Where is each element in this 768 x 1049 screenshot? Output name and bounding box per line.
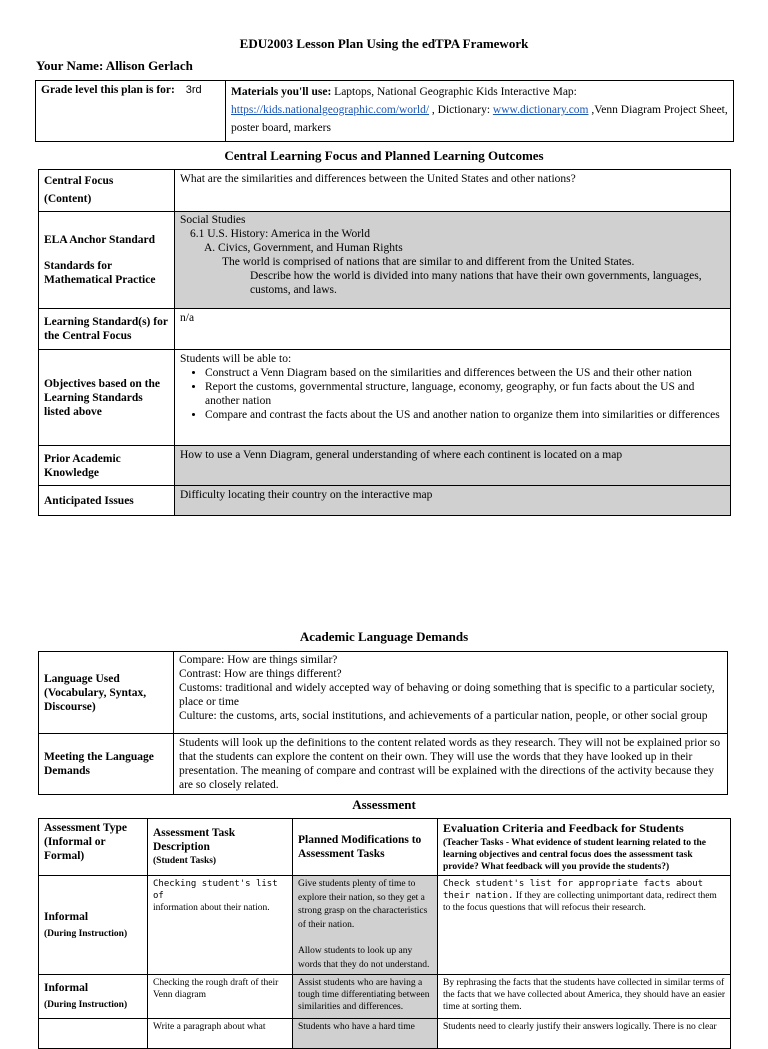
grade-value: 3rd (185, 84, 202, 96)
natgeo-link[interactable]: https://kids.nationalgeographic.com/world/ (231, 104, 430, 116)
materials-cell (226, 81, 734, 142)
learning-standards-label: Learning Standard(s) for the Central Focus (39, 309, 175, 350)
row2-mods: Assist students who are having a tough time differentiating between similarities and differences. (293, 975, 438, 1019)
assessment-table (38, 818, 731, 1049)
header-task-sub: (Student Tasks) (153, 856, 217, 866)
anticipated-issues-text: Difficulty locating their country on the interactive map (175, 486, 731, 516)
standards-line-5: Describe how the world is divided into many nations that have their own governments, languages, customs, and laws. (250, 270, 702, 296)
row3-task: Write a paragraph about what (148, 1019, 293, 1049)
meeting-demands-text: Students will look up the definitions to the content related words as they research. They will not be explained prior so that the students can explore the content on their own. They will use the words that they have looked up in their presentation. The meaning of compare and contrast will be explained with the directions of the activity because they are so closely related. (174, 734, 728, 795)
objective-item: • Construct a Venn Diagram based on the similarities and differences between the US and their other nation (205, 366, 725, 380)
row1-eval-a: Check student's list for appropriate facts about their nation. (443, 879, 704, 901)
materials-text-3: ,Venn Diagram Project Sheet, poster board, markers (231, 104, 728, 134)
objectives-label: Objectives based on the Learning Standards listed above (39, 350, 175, 446)
row2-task: Checking the rough draft of their Venn diagram (148, 975, 293, 1019)
grade-cell (36, 81, 226, 142)
prior-knowledge-label: Prior Academic Knowledge (39, 446, 175, 486)
row1-type-sub: (During Instruction) (44, 928, 128, 939)
row2-eval: By rephrasing the facts that the students have collected in similar terms of the facts that we have collected about America, they should have an easier time at sorting them. (438, 975, 731, 1019)
objectives-intro: Students will be able to: (180, 353, 292, 365)
row1-mods (293, 876, 438, 975)
header-type: Assessment Type (Informal or Formal) (39, 819, 148, 876)
header-task-title: Assessment Task Description (153, 827, 236, 853)
materials-label: Materials you'll use: (231, 86, 332, 98)
anticipated-issues-label: Anticipated Issues (39, 486, 175, 516)
grade-label: Grade level this plan is for: (41, 84, 175, 96)
language-section-heading: Academic Language Demands (299, 629, 469, 644)
objective-item: • Compare and contrast the facts about the US and another nation to organize them into similarities or differences (205, 408, 725, 422)
central-focus-label (39, 170, 175, 212)
materials-text-1: Laptops, National Geographic Kids Interactive Map: (331, 86, 577, 98)
row1-task-line1: Checking student's list of (153, 879, 278, 901)
header-task (148, 819, 293, 876)
row3-eval: Students need to clearly justify their answers logically. There is no clear (438, 1019, 731, 1049)
grade-materials-table (35, 80, 734, 142)
header-eval-sub: (Teacher Tasks - What evidence of student learning related to the learning objectives and central focus does the assessment task provide? What feedback will you provide the students?) (443, 838, 707, 872)
row1-mods-line1: Give students plenty of time to explore their nation, so they get a strong grasp on the characteristics of their nation. (298, 879, 428, 930)
central-section-heading: Central Learning Focus and Planned Learning Outcomes (224, 148, 544, 163)
row2-type-label: Informal (44, 982, 89, 994)
language-customs: Customs: traditional and widely accepted way of behaving or doing something that is specific to a particular society, place or time (179, 682, 715, 708)
standards-text (175, 212, 731, 309)
header-eval (438, 819, 731, 876)
language-table (38, 651, 728, 795)
objective-item: • Report the customs, governmental structure, language, economy, geography, or fun facts about the US and another nation (205, 380, 725, 408)
central-focus-table (38, 169, 731, 516)
standards-line-4: The world is comprised of nations that are similar to and different from the United States. (222, 256, 635, 268)
dictionary-link[interactable]: www.dictionary.com (492, 104, 589, 116)
language-compare: Compare: How are things similar? (179, 654, 338, 666)
document-title: EDU2003 Lesson Plan Using the edTPA Framework (239, 36, 529, 51)
meeting-demands-label: Meeting the Language Demands (39, 734, 174, 795)
header-mods: Planned Modifications to Assessment Tasks (293, 819, 438, 876)
row2-type (39, 975, 148, 1019)
central-focus-label-line1: Central Focus (44, 175, 114, 187)
central-focus-text: What are the similarities and differences between the United States and other nations? (175, 170, 731, 212)
ela-label: ELA Anchor Standard (44, 234, 155, 246)
language-contrast: Contrast: How are things different? (179, 668, 342, 680)
row1-task-line2: information about their nation. (153, 903, 270, 913)
row2-type-sub: (During Instruction) (44, 1000, 128, 1010)
prior-knowledge-text: How to use a Venn Diagram, general understanding of where each continent is located on a map (175, 446, 731, 486)
student-name: Your Name: Allison Gerlach (36, 58, 193, 73)
row1-eval-b: If they are collecting unimportant data, redirect them to the focus questions that will refocus their research. (443, 891, 717, 913)
learning-standards-text: n/a (175, 309, 731, 350)
objectives-list (180, 366, 725, 422)
language-culture: Culture: the customs, arts, social institutions, and achievements of a particular nation, people, or other social group (179, 710, 708, 722)
row1-eval (438, 876, 731, 975)
standards-line-1: Social Studies (180, 214, 246, 226)
materials-text-2: , Dictionary: (429, 104, 493, 116)
row3-type (39, 1019, 148, 1049)
row1-type-label: Informal (44, 910, 89, 923)
objectives-cell (175, 350, 731, 446)
central-focus-label-line2: (Content) (44, 193, 92, 205)
language-used-cell (174, 652, 728, 734)
language-used-label: Language Used (Vocabulary, Syntax, Discourse) (39, 652, 174, 734)
row1-type (39, 876, 148, 975)
assessment-heading: Assessment (352, 797, 416, 812)
row1-task (148, 876, 293, 975)
standards-label (39, 212, 175, 309)
standards-line-3: A. Civics, Government, and Human Rights (204, 242, 403, 254)
row1-mods-line2: Allow students to look up any words that they do not understand. (298, 946, 430, 970)
math-label: Standards for Mathematical Practice (44, 260, 156, 286)
standards-line-2: 6.1 U.S. History: America in the World (190, 228, 370, 240)
row3-mods: Students who have a hard time (293, 1019, 438, 1049)
header-eval-title: Evaluation Criteria and Feedback for Students (443, 821, 684, 835)
